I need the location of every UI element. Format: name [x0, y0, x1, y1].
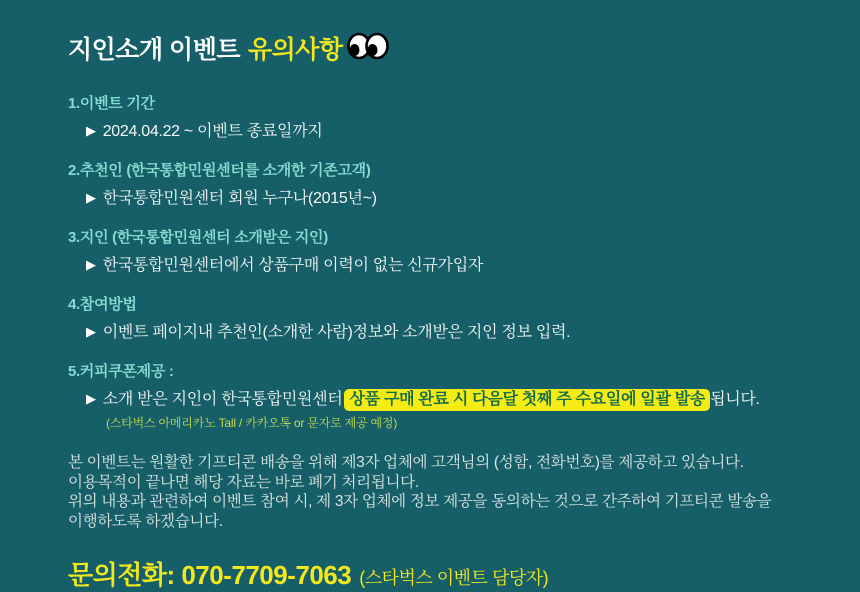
section-heading: 3.지인 (한국통합민원센터 소개받은 지인): [68, 229, 328, 246]
title-main: 지인소개 이벤트: [68, 36, 240, 64]
section-line-text: 2024.04.22 ~ 이벤트 종료일까지: [102, 123, 323, 140]
section-line: [86, 254, 820, 277]
disclaimer-line: 위의 내용과 관련하여 이벤트 참여 시, 제 3자 업체에 정보 제공을 동의하는 것으로 간주하여 기프티콘 발송을: [68, 493, 772, 510]
highlight-pill: 상품 구매 완료 시 다음달 첫째 주 수요일에 일괄 발송: [344, 389, 710, 411]
section-heading: 4.참여방법: [68, 296, 137, 313]
triangle-bullet-icon: ▶: [86, 324, 96, 339]
title-accent: 유의사항: [248, 36, 343, 64]
section-line: [86, 120, 820, 143]
eyes-icon: [347, 32, 389, 65]
section-line-suffix: 됩니다.: [710, 391, 760, 408]
triangle-bullet-icon: ▶: [86, 123, 96, 138]
section-line: [86, 388, 820, 411]
section-line: [86, 187, 820, 210]
triangle-bullet-icon: ▶: [86, 190, 96, 205]
section-event-period: [68, 92, 820, 143]
section-heading: 2.추천인 (한국통합민원센터를 소개한 기존고객): [68, 162, 371, 179]
section-heading: 1.이벤트 기간: [68, 95, 155, 112]
section-participation: [68, 293, 820, 344]
contact-footer: [68, 555, 820, 592]
triangle-bullet-icon: ▶: [86, 257, 96, 272]
disclaimer-line: 본 이벤트는 원활한 기프티콘 배송을 위해 제3자 업체에 고객님의 (성함, 전화번호)를 제공하고 있습니다.: [68, 454, 744, 471]
page-title: [68, 30, 820, 66]
section-line-text: 한국통합민원센터에서 상품구매 이력이 없는 신규가입자: [102, 257, 484, 274]
section-referrer: [68, 159, 820, 210]
triangle-bullet-icon: ▶: [86, 391, 96, 406]
contact-phone: 문의전화: 070-7709-7063: [68, 560, 352, 590]
privacy-disclaimer: [68, 453, 820, 531]
section-line-prefix: 소개 받은 지인이 한국통합민원센터: [102, 391, 343, 408]
section-coffee-coupon: [68, 360, 820, 431]
disclaimer-line: 이용목적이 끝나면 해당 자료는 바로 폐기 처리됩니다.: [68, 473, 419, 491]
section-line: [86, 321, 820, 344]
section-acquaintance: [68, 226, 820, 277]
contact-sub-label: (스타벅스 이벤트 담당자): [359, 568, 549, 588]
section-heading: 5.커피쿠폰제공 :: [68, 363, 174, 380]
section-line-text: 이벤트 페이지내 추천인(소개한 사람)정보와 소개받은 지인 정보 입력.: [102, 324, 571, 341]
coupon-note: (스타벅스 아메리카노 Tall / 카카오톡 or 문자로 제공 예정): [106, 416, 398, 430]
disclaimer-line: 이행하도록 하겠습니다.: [68, 512, 223, 530]
section-line-text: 한국통합민원센터 회원 누구나(2015년~): [102, 190, 377, 207]
